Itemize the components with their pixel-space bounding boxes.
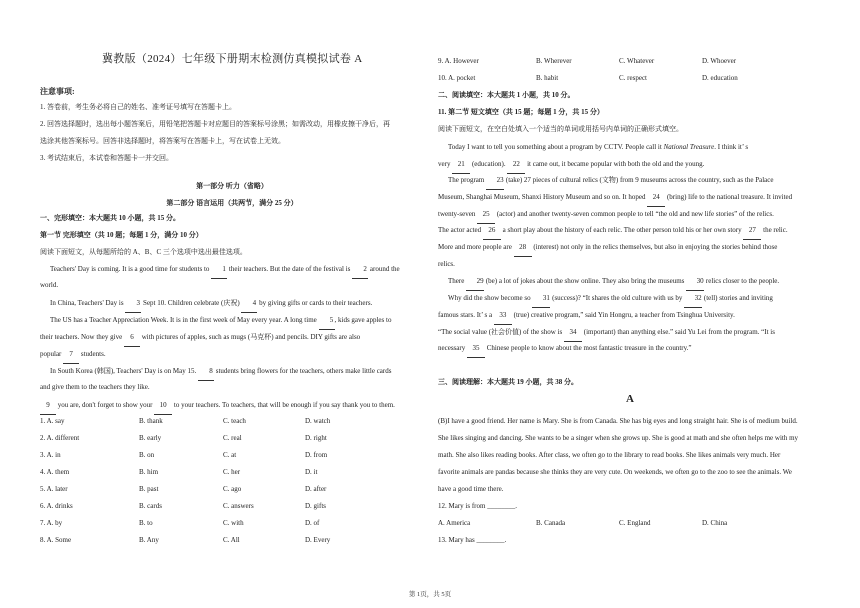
option[interactable]: A. America <box>438 519 471 527</box>
option[interactable]: 1. A. say <box>40 417 65 425</box>
option-row <box>40 503 424 512</box>
fill-line: More and more people are 28 (interest) not only in the relics themselves, but also in enjoying the stories behind those <box>438 239 822 257</box>
option[interactable]: B. cards <box>139 502 162 510</box>
note-item: 2. 回答选择题时，选出每小题答案后，用铅笔把答题卡对应题目的答案标号涂黑；如需改动，用橡皮擦干净后，再 <box>40 120 390 128</box>
blank-6: 6 <box>124 329 140 347</box>
cloze-line: popular 7 students. <box>40 346 424 364</box>
question-12: 12. Mary is from ________. <box>438 502 517 510</box>
option[interactable]: D. Every <box>305 536 331 544</box>
option[interactable]: C. with <box>223 519 244 527</box>
blank-28: 28 <box>514 239 532 257</box>
option[interactable]: 4. A. them <box>40 468 70 476</box>
option-row <box>438 58 822 67</box>
cloze-line: world. <box>40 281 59 289</box>
option[interactable]: 8. A. Some <box>40 536 72 544</box>
part2-heading: 第二部分 语言运用（共两节，满分 25 分） <box>166 199 298 207</box>
fill-line: Museum, Shanghai Museum, Shanxi History Museum and so on. It hoped 24 (bring) life to the national treasure. It invited <box>438 189 822 207</box>
option[interactable]: B. early <box>139 434 162 442</box>
blank-2: 2 <box>352 261 368 279</box>
part1-heading: 第一部分 听力（省略） <box>196 182 268 190</box>
notes-heading: 注意事项: <box>40 87 75 96</box>
program-name: National Treasure <box>663 143 715 151</box>
section2-instruction: 阅读下面短文，在空白处填入一个适当的单词或用括号内单词的正确形式填空。 <box>438 125 683 133</box>
blank-27: 27 <box>743 222 761 240</box>
section1-subheading: 第一节 完形填空（共 10 题；每题 1 分，满分 10 分） <box>40 231 203 239</box>
section2-subheading: 11. 第二节 短文填空（共 15 题；每题 1 分，共 15 分） <box>438 108 604 116</box>
option[interactable]: C. teach <box>223 417 246 425</box>
section3-heading: 三、阅读理解：本大题共 19 小题，共 38 分。 <box>438 378 578 386</box>
option[interactable]: B. him <box>139 468 159 476</box>
option[interactable]: 6. A. drinks <box>40 502 73 510</box>
option-row <box>40 469 424 478</box>
note-item: 3. 考试结束后，本试卷和答题卡一并交回。 <box>40 154 173 162</box>
option[interactable]: 2. A. different <box>40 434 80 442</box>
option[interactable]: C. Whatever <box>619 57 655 65</box>
reading-line: (B)I have a good friend. Her name is Mary. She is from Canada. She has big eyes and long straight hair. She is of medium build. <box>438 417 798 425</box>
option[interactable]: C. at <box>223 451 237 459</box>
option[interactable]: C. All <box>223 536 240 544</box>
fill-line: Why did the show become so 31 (success)? “It shares the old culture with us by 32 (tell) stories and inviting <box>438 290 822 308</box>
option[interactable]: D. right <box>305 434 327 442</box>
fill-line: relics. <box>438 260 455 268</box>
option[interactable]: B. Wherever <box>536 57 572 65</box>
blank-9: 9 <box>40 397 56 415</box>
option[interactable]: B. past <box>139 485 159 493</box>
option[interactable]: 5. A. later <box>40 485 68 493</box>
option[interactable]: D. gifts <box>305 502 326 510</box>
option-row <box>40 452 424 461</box>
reading-line: favorite animals are pandas because she thinks they are very cute. On weekends, we often go to the zoo to see the animals. We <box>438 468 792 476</box>
option[interactable]: 3. A. in <box>40 451 61 459</box>
question-13: 13. Mary has ________. <box>438 536 507 544</box>
passage-letter: A <box>626 393 634 405</box>
blank-25: 25 <box>477 206 495 224</box>
reading-line: math. She also likes reading books. After class, we often go to the library to read books. She likes animals very much. Her <box>438 451 781 459</box>
blank-24: 24 <box>647 189 665 207</box>
option[interactable]: B. Any <box>139 536 159 544</box>
section1-instruction: 阅读下面短文，从每题所给的 A、B、C 三个选项中选出最佳选项。 <box>40 248 247 256</box>
option-row <box>40 435 424 444</box>
blank-5: 5 <box>319 312 335 330</box>
option[interactable]: C. ago <box>223 485 242 493</box>
option[interactable]: D. after <box>305 485 327 493</box>
cloze-line: their teachers. Now they give 6 with pictures of apples, such as mugs (马克杯) and pencils. DIY gifts are also <box>40 329 424 347</box>
option[interactable]: D. it <box>305 468 318 476</box>
option[interactable]: C. respect <box>619 74 647 82</box>
blank-22: 22 <box>507 156 525 174</box>
section2-heading: 二、阅读填空：本大题共 1 小题，共 10 分。 <box>438 91 575 99</box>
blank-32: 32 <box>684 290 702 308</box>
blank-26: 26 <box>483 222 501 240</box>
option[interactable]: 9. A. However <box>438 57 479 65</box>
option[interactable]: D. of <box>305 519 320 527</box>
blank-33: 33 <box>494 307 512 325</box>
fill-line: The actor acted 26 a short play about the history of each relic. The other person told his or her own story 27 the relic. <box>438 222 822 240</box>
blank-29: 29 <box>466 273 484 291</box>
fill-line: very 21 (education). 22 it came out, it became popular with both the old and the young. <box>438 156 822 174</box>
option[interactable]: B. Canada <box>536 519 566 527</box>
option-row <box>40 418 424 427</box>
blank-34: 34 <box>564 324 582 342</box>
option[interactable]: D. China <box>702 519 728 527</box>
option[interactable]: D. Whoever <box>702 57 737 65</box>
option[interactable]: B. to <box>139 519 153 527</box>
fill-line: The program 23 (take) 27 pieces of cultural relics (文物) from 9 museums across the country, such as the Palace <box>438 172 822 190</box>
option-row <box>40 520 424 529</box>
option-row <box>40 486 424 495</box>
option[interactable]: D. from <box>305 451 328 459</box>
option[interactable]: D. education <box>702 74 738 82</box>
blank-23: 23 <box>486 172 504 190</box>
blank-10: 10 <box>154 397 172 415</box>
option[interactable]: B. on <box>139 451 155 459</box>
option[interactable]: B. thank <box>139 417 163 425</box>
cloze-paragraph-3: The US has a Teacher Appreciation Week. It is in the first week of May every year. A long time 5, kids gave apples to <box>40 312 424 330</box>
cloze-paragraph-2: In China, Teachers' Day is 3 Sept 10. Children celebrate (庆祝) 4 by giving gifts or cards to their teachers. <box>40 295 424 313</box>
blank-8: 8 <box>198 363 214 381</box>
fill-line: necessary 35 Chinese people to know about the most fantastic treasure in the country.” <box>438 340 822 358</box>
fill-line: twenty-seven 25 (actor) and another twenty-seven common people to tell “the old and new life stories” of the relics. <box>438 206 822 224</box>
fill-line: famous stars. It’ s a 33 (true) creative program,” said Yin Hongru, a teacher from Tsinghua University. <box>438 307 822 325</box>
reading-line: have a good time there. <box>438 485 504 493</box>
blank-1: 1 <box>211 261 227 279</box>
option[interactable]: 7. A. by <box>40 519 63 527</box>
fill-line: Today I want to tell you something about a program by CCTV. People call it National Treasure. I think it’ s <box>448 143 749 151</box>
cloze-paragraph-1: Teachers' Day is coming. It is a good time for students to 1 their teachers. But the date of the festival is 2 around the <box>40 261 424 279</box>
option-row <box>40 537 424 546</box>
cloze-line: and give them to the teachers they like. <box>40 383 150 391</box>
option[interactable]: C. England <box>619 519 651 527</box>
option-row <box>438 75 822 84</box>
option-row <box>438 520 822 529</box>
note-item: 1. 答卷前，考生务必将自己的姓名、准考证号填写在答题卡上。 <box>40 103 236 111</box>
page-footer: 第 1页，共 5页 <box>408 591 452 598</box>
option[interactable]: C. answers <box>223 502 254 510</box>
blank-35: 35 <box>467 340 485 358</box>
blank-4: 4 <box>241 295 257 313</box>
cloze-paragraph-5: 9 you are, don't forget to show your 10 to your teachers. To teachers, that will be enough if you say thank you to them. <box>40 397 424 415</box>
blank-7: 7 <box>63 346 79 364</box>
cloze-paragraph-4: In South Korea (韩国), Teachers' Day is on May 15. 8 students bring flowers for the teachers, others make little cards <box>40 363 424 381</box>
section1-heading: 一、完形填空：本大题共 10 小题，共 15 分。 <box>40 214 180 222</box>
blank-21: 21 <box>452 156 470 174</box>
option[interactable]: D. watch <box>305 417 331 425</box>
option[interactable]: C. real <box>223 434 242 442</box>
note-item: 选涂其他答案标号。回答非选择题时，将答案写在答题卡上，写在试卷上无效。 <box>40 137 285 145</box>
option[interactable]: 10. A. pocket <box>438 74 476 82</box>
option[interactable]: C. her <box>223 468 241 476</box>
blank-30: 30 <box>686 273 704 291</box>
option[interactable]: B. habit <box>536 74 559 82</box>
page-title: 冀教版（2024）七年级下册期末检测仿真模拟试卷 A <box>102 53 363 65</box>
reading-line: She likes singing and dancing. She wants to be a singer when she grows up. She is good at math and she often helps me with my <box>438 434 799 442</box>
blank-31: 31 <box>532 290 550 308</box>
fill-line: “The social value (社会价值) of the show is 34 (important) than anything else.” said Yu Lei from the program. “It is <box>438 324 822 342</box>
fill-line: There 29 (be) a lot of jokes about the show online. They also bring the museums 30 relics closer to the people. <box>438 273 822 291</box>
blank-3: 3 <box>125 295 141 313</box>
